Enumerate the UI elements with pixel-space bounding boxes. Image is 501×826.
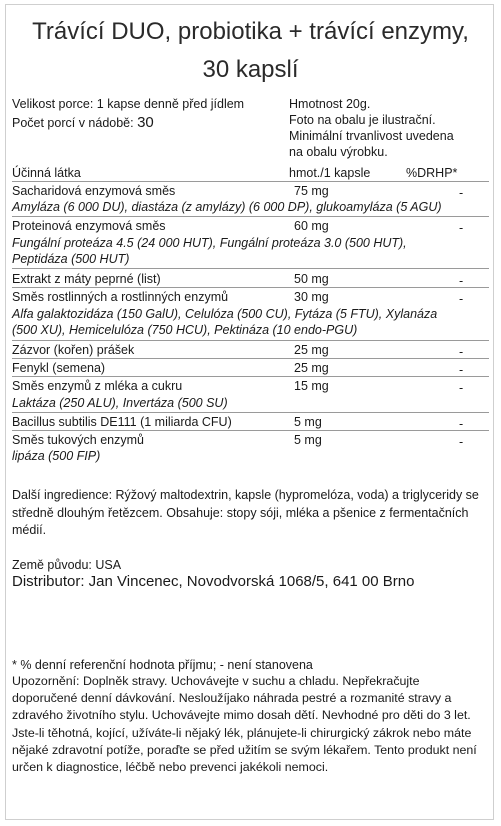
table-row-subingredients: Laktáza (250 ALU), Invertáza (500 SU) (12, 396, 228, 410)
shelf-life-note: Minimální trvanlivost uvedena (289, 129, 454, 143)
distributor: Distributor: Jan Vincenec, Novodvorská 1068/5, 641 00 Brno (12, 573, 415, 590)
table-row-name: Směs tukových enzymů (12, 433, 144, 447)
table-row-drhp: - (459, 435, 464, 449)
product-title-line2: 30 kapslí (202, 56, 299, 83)
table-row-drhp: - (459, 221, 464, 235)
country-of-origin: Země původu: USA (12, 558, 122, 572)
table-row-amount: 25 mg (294, 361, 329, 375)
product-title: Trávící DUO, probiotika + trávící enzymy, (32, 18, 469, 45)
table-row-subingredients: Peptidáza (500 HUT) (12, 252, 130, 266)
divider (12, 181, 489, 182)
table-row-drhp: - (459, 274, 464, 288)
table-row-name: Sacharidová enzymová směs (12, 184, 176, 198)
table-row-name: Fenykl (semena) (12, 361, 106, 375)
column-header-amount: hmot./1 kapsle (289, 166, 371, 180)
divider (12, 340, 489, 341)
serving-size: Velikost porce: 1 kapse denně před jídlem (12, 97, 245, 111)
table-row-amount: 15 mg (294, 379, 329, 393)
table-row-amount: 50 mg (294, 272, 329, 286)
table-row-amount: 60 mg (294, 219, 329, 233)
table-row-subingredients: Amyláza (6 000 DU), diastáza (z amylázy) (6 000 DP), glukoamyláza (5 AGU) (12, 200, 442, 214)
net-weight: Hmotnost 20g. (289, 97, 371, 111)
table-row-name: Zázvor (kořen) prášek (12, 343, 135, 357)
other-ingredients: Další ingredience: Rýžový maltodextrin, kapsle (hypromelóza, voda) a triglyceridy se středně dlouhým řetězcem. Obsahuje: stopy sóji, mléka a pšenice z fermentačních médií. (12, 488, 479, 537)
table-row-amount: 75 mg (294, 184, 329, 198)
table-row-subingredients: Fungální proteáza 4.5 (24 000 HUT), Fungální proteáza 3.0 (500 HUT), (12, 236, 407, 250)
warning-text: Upozornění: Doplněk stravy. Uchovávejte v suchu a chladu. Nepřekračujte doporučené denní dávkování. Nesloužíjako náhrada pestré a rozmanité stravy a zdravého životního stylu. Uchovávejte mimo dosah dětí. Nevhodné pro děti do 3 let. Jste-li těhotná, kojící, užíváte-li nějaký lék, plánujete-li chirurgický zákrok nebo máte nějaké zdravotní potíže, poraďte se před užitím se svým lékařem. Tento produkt není určen k diagnostice, léčbě nebo prevenci jakékoli nemoci. (12, 674, 477, 775)
divider (12, 358, 489, 359)
table-row-name: Bacillus subtilis DE111 (1 miliarda CFU) (12, 415, 232, 429)
table-row-subingredients: Alfa galaktozidáza (150 GalU), Celulóza (500 CU), Fytáza (5 FTU), Xylanáza (12, 307, 438, 321)
table-row-subingredients: lipáza (500 FIP) (12, 449, 101, 463)
table-row-drhp: - (459, 345, 464, 359)
table-row-amount: 30 mg (294, 290, 329, 304)
servings-count (12, 115, 154, 131)
table-row-name: Extrakt z máty peprné (list) (12, 272, 161, 286)
table-row-name: Proteinová enzymová směs (12, 219, 166, 233)
footnote: * % denní referenční hodnota příjmu; - není stanovena (12, 658, 313, 672)
photo-note: Foto na obalu je ilustrační. (289, 113, 436, 127)
table-row-drhp: - (459, 363, 464, 377)
servings-count-label: Počet porcí v nádobě: (12, 116, 134, 130)
table-row-drhp: - (459, 417, 464, 431)
table-row-drhp: - (459, 186, 464, 200)
column-header-drhp: %DRHP* (406, 166, 458, 180)
table-row-name: Směs enzymů z mléka a cukru (12, 379, 183, 393)
table-row-name: Směs rostlinných a rostlinných enzymů (12, 290, 229, 304)
divider (12, 268, 489, 269)
divider (12, 216, 489, 217)
divider (12, 412, 489, 413)
shelf-life-note-2: na obalu výrobku. (289, 145, 388, 159)
table-row-amount: 5 mg (294, 433, 322, 447)
column-header-ingredient: Účinná látka (12, 166, 81, 180)
table-row-drhp: - (459, 292, 464, 306)
table-row-subingredients: (500 XU), Hemicelulóza (750 HCU), Pektináza (10 endo-PGU) (12, 323, 358, 337)
divider (12, 376, 489, 377)
table-row-drhp: - (459, 381, 464, 395)
table-row-amount: 5 mg (294, 415, 322, 429)
divider (12, 287, 489, 288)
servings-count-value: 30 (137, 114, 154, 131)
divider (12, 430, 489, 431)
table-row-amount: 25 mg (294, 343, 329, 357)
